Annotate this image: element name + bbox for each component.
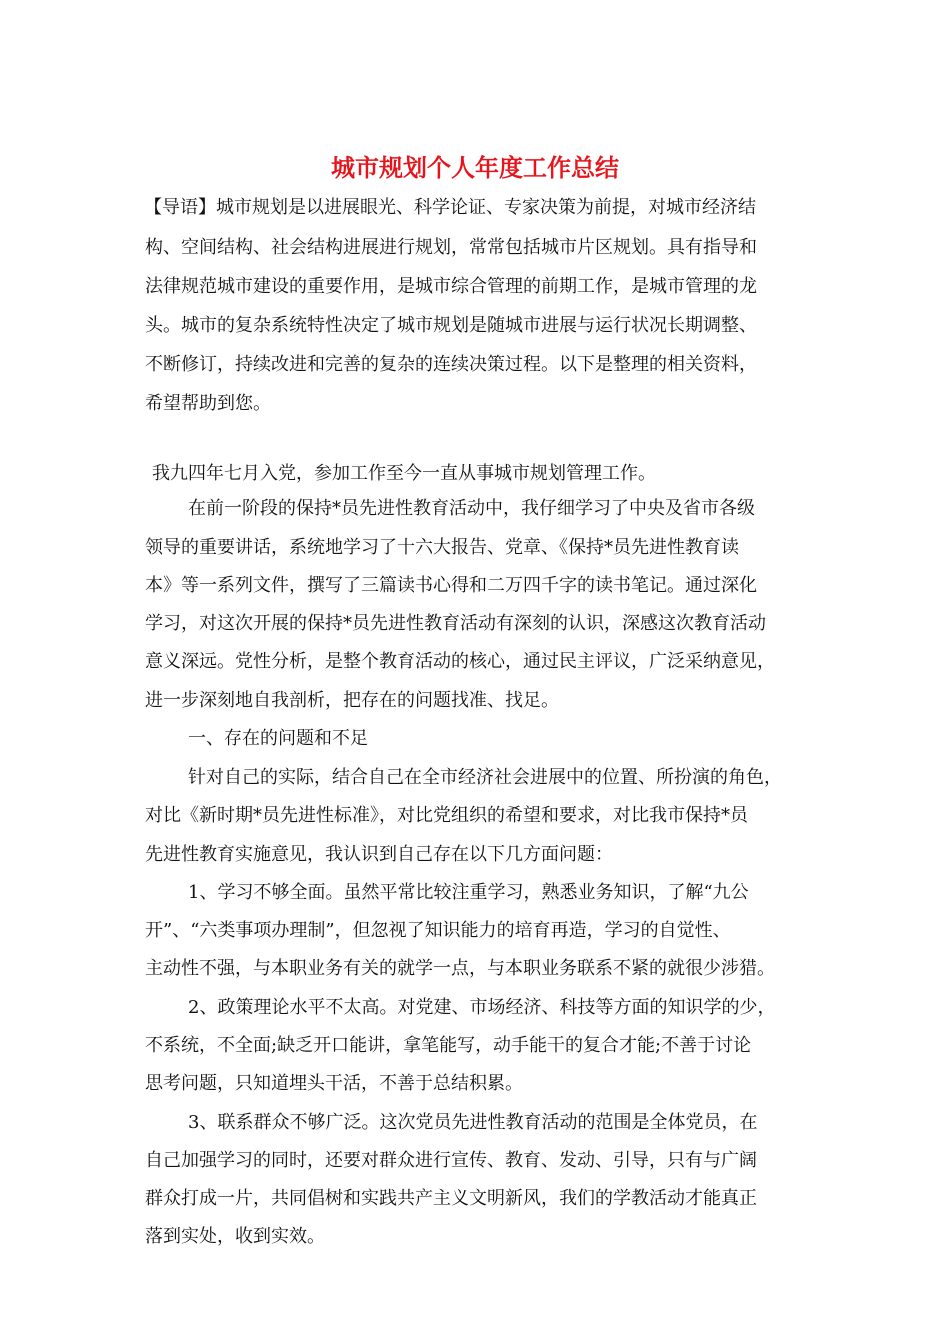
section-heading: 一、存在的问题和不足 bbox=[188, 728, 368, 749]
body-line-8: 针对自己的实际，结合自己在全市经济社会进展中的位置、所扮演的角色， bbox=[188, 767, 782, 788]
intro-line-3: 法律规范城市建设的重要作用，是城市综合管理的前期工作，是城市管理的龙 bbox=[145, 276, 757, 297]
body-line-3: 领导的重要讲话，系统地学习了十六大报告、党章、《保持*员先进性教育读 bbox=[145, 537, 739, 558]
item-3-line-4: 落到实处，收到实效。 bbox=[145, 1226, 325, 1247]
intro-line-4: 头。城市的复杂系统特性决定了城市规划是随城市进展与运行状况长期调整、 bbox=[145, 315, 757, 336]
body-line-4: 本》等一系列文件，撰写了三篇读书心得和二万四千字的读书笔记。通过深化 bbox=[145, 575, 757, 596]
body-line-1: 我九四年七月入党，参加工作至今一直从事城市规划管理工作。 bbox=[152, 463, 656, 484]
item-2-line-2: 不系统，不全面;缺乏开口能讲，拿笔能写，动手能干的复合才能;不善于讨论 bbox=[145, 1035, 752, 1056]
intro-line-5: 不断修订，持续改进和完善的复杂的连续决策过程。以下是整理的相关资料， bbox=[145, 354, 757, 375]
item-2-line-1: 2、政策理论水平不太高。对党建、市场经济、科技等方面的知识学的少， bbox=[188, 997, 776, 1018]
intro-line-2: 构、空间结构、社会结构进展进行规划，常常包括城市片区规划。具有指导和 bbox=[145, 237, 757, 258]
item-1-line-3: 主动性不强，与本职业务有关的就学一点，与本职业务联系不紧的就很少涉猎。 bbox=[145, 958, 775, 979]
body-line-2: 在前一阶段的保持*员先进性教育活动中，我仔细学习了中央及省市各级 bbox=[188, 498, 755, 519]
item-3-line-3: 群众打成一片，共同倡树和实践共产主义文明新风，我们的学教活动才能真正 bbox=[145, 1188, 757, 1209]
item-2-line-3: 思考问题，只知道埋头干活，不善于总结积累。 bbox=[145, 1073, 523, 1094]
intro-line-1: 【导语】城市规划是以进展眼光、科学论证、专家决策为前提，对城市经济结 bbox=[144, 197, 756, 218]
body-line-6: 意义深远。党性分析，是整个教育活动的核心，通过民主评议，广泛采纳意见， bbox=[145, 651, 775, 672]
document-title: 城市规划个人年度工作总结 bbox=[331, 153, 619, 182]
intro-line-6: 希望帮助到您。 bbox=[145, 393, 271, 414]
item-1-line-2: 开”、“六类事项办理制”，但忽视了知识能力的培育再造，学习的自觉性、 bbox=[145, 920, 731, 941]
body-line-5: 学习，对这次开展的保持*员先进性教育活动有深刻的认识，深感这次教育活动 bbox=[145, 613, 766, 634]
body-line-7: 进一步深刻地自我剖析，把存在的问题找准、找足。 bbox=[145, 690, 559, 711]
body-line-9: 对比《新时期*员先进性标准》，对比党组织的希望和要求，对比我市保持*员 bbox=[145, 805, 748, 826]
body-line-10: 先进性教育实施意见，我认识到自己存在以下几方面问题： bbox=[145, 844, 613, 865]
item-3-line-2: 自己加强学习的同时，还要对群众进行宣传、教育、发动、引导，只有与广阔 bbox=[145, 1150, 757, 1171]
item-3-line-1: 3、联系群众不够广泛。这次党员先进性教育活动的范围是全体党员，在 bbox=[188, 1112, 758, 1133]
item-1-line-1: 1、学习不够全面。虽然平常比较注重学习，熟悉业务知识，了解“九公 bbox=[188, 882, 749, 903]
